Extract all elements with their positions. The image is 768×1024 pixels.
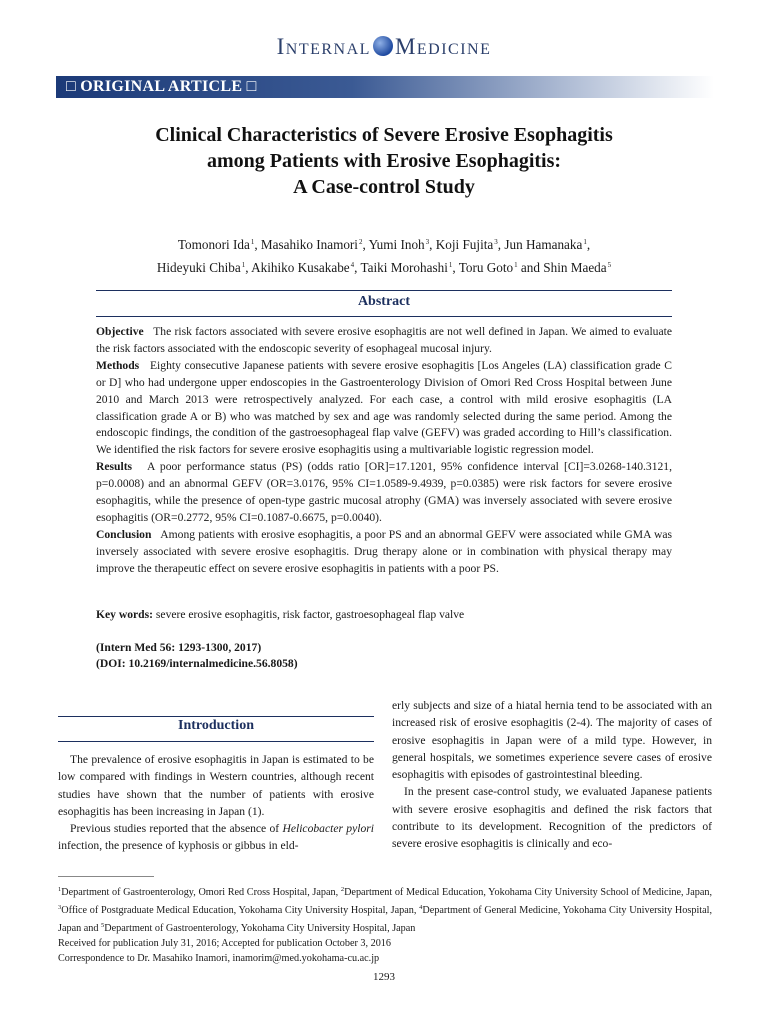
- author-name: Hideyuki Chiba: [156, 260, 241, 275]
- body-paragraph: erly subjects and size of a hiatal hernia tend to be associated with an increased risk of erosive esophagitis (2-4). The majority of cases of erosive esophagitis in Japan were of a mild type. However, in general hospitals, we sometimes experience severe cases of erosive esophagitis with episodes of gastrointestinal bleeding.: [392, 699, 712, 782]
- title-line: Clinical Characteristics of Severe Erosive Esophagitis: [155, 124, 613, 146]
- abstract-text: A poor performance status (PS) (odds ratio [OR]=17.1201, 95% confidence interval [CI]=3.0268-140.3121, p=0.0008) and an abnormal GEFV (OR=3.0176, 95% CI=1.0589-9.4939, p=0.0385) were risk factors for severe erosive esophagitis, while the presence of open-type gastric mucosal atrophy (GMA) was inversely associated with severe erosive esophagitis (OR=0.2772, 95% CI=0.1087-0.6675, p=0.0040).: [96, 460, 672, 524]
- abstract-label: Objective: [96, 325, 144, 338]
- right-column-body: [392, 697, 712, 853]
- body-paragraph: The prevalence of erosive esophagitis in Japan is estimated to be low compared with findings in Western countries, although recent studies have shown that the number of patients with erosive esophagitis has been increasing in Japan (1).: [58, 753, 374, 818]
- abstract-label: Methods: [96, 358, 140, 372]
- correspondence[interactable]: Correspondence to Dr. Masahiko Inamori, inamorim@med.yokohama-cu.ac.jp: [58, 953, 380, 964]
- abstract-label: Results: [96, 460, 133, 474]
- title-line: A Case-control Study: [293, 176, 475, 198]
- author-name: Toru Goto: [458, 260, 514, 275]
- keywords-label: Key words:: [96, 608, 153, 621]
- article-type-banner: [56, 76, 714, 98]
- keywords: [96, 608, 672, 621]
- author-affiliation: 1: [250, 238, 255, 246]
- author-name: Taiki Morohashi: [360, 260, 448, 275]
- citation-block: [96, 640, 298, 672]
- article-title: [60, 122, 708, 200]
- body-paragraph: In the present case-control study, we evaluated Japanese patients with severe erosive esophagitis and defined the risk factors that contribute to its development. Recognition of the predictors of severe erosive esophagitis is clinically and eco-: [392, 785, 712, 851]
- journal-name-right: Medicine: [394, 34, 492, 59]
- abstract-results: [96, 459, 672, 527]
- author-name: Akihiko Kusakabe: [251, 260, 350, 275]
- body-text: infection, the presence of kyphosis or gibbus in eld-: [58, 839, 299, 853]
- body-italic-text: Helicobacter pylori: [282, 822, 374, 836]
- author-line: Tomonori Ida$^1$, Masahiko Inamori$^2$, Yumi Inoh$^3$, Koji Fujita$^3$, Jun Hamanaka$^1$,: [177, 237, 591, 252]
- title-line: among Patients with Erosive Esophagitis:: [206, 150, 562, 172]
- abstract-conclusion: [96, 527, 672, 578]
- author-name: Tomonori Ida: [177, 237, 250, 252]
- author-name: Yumi Inoh: [368, 237, 425, 252]
- author-affiliation: 5: [607, 261, 612, 269]
- author-name: Jun Hamanaka: [504, 237, 583, 252]
- author-affiliation: 1: [241, 261, 246, 269]
- introduction-heading-rule: [58, 741, 374, 742]
- abstract-label: Conclusion: [96, 527, 152, 541]
- author-list: [70, 232, 698, 278]
- body-text: Previous studies reported that the absence of: [70, 822, 283, 836]
- footnote-rule: [58, 876, 154, 877]
- journal-name-left: Internal: [276, 34, 371, 59]
- received-dates: Received for publication July 31, 2016; Accepted for publication October 3, 2016: [58, 938, 391, 949]
- article-type-label: □ ORIGINAL ARTICLE □: [66, 78, 257, 95]
- introduction-heading: Introduction: [178, 718, 254, 733]
- author-affiliation: 1: [448, 261, 453, 269]
- left-column-body: [58, 751, 374, 855]
- affiliations: $^1$Department of Gastroenterology, Omori Red Cross Hospital, Japan, $^2$Department of Medical Education, Yokohama City University School of Medicine, Japan, $^3$Office of Postgraduate Medical Education, Yokohama City University Hospital, Japan, $^4$Department of General Medicine, Yokohama City University Hospital, Japan and $^5$Department of Gastroenterology, Yokohama City University Hospital, Japan: [58, 886, 712, 934]
- author-name: Masahiko Inamori: [260, 237, 358, 252]
- globe-logo-icon: [373, 36, 393, 56]
- abstract-objective: [96, 324, 672, 358]
- author-affiliation: 1: [514, 261, 518, 269]
- author-affiliation: 3: [494, 238, 498, 246]
- abstract-text: The risk factors associated with severe erosive esophagitis are not well defined in Japan. We aimed to evaluate the risk factors associated with the endoscopic severity of esophageal mucosal injury.: [96, 325, 672, 355]
- abstract-heading: Abstract: [357, 294, 411, 309]
- body-paragraph: [58, 820, 374, 855]
- affiliation-text: Department of Medical Education, Yokohama City University School of Medicine, Japan,: [344, 887, 712, 898]
- abstract-text: Among patients with erosive esophagitis, a poor PS and an abnormal GEFV were associated while GMA was inversely associated with severe erosive esophagitis. Drug therapy alone or in combination with physical therapy may improve the therapeutic effect on severe erosive esophagitis in patients with a poor PS.: [96, 527, 672, 575]
- citation-reference: (Intern Med 56: 1293-1300, 2017): [96, 641, 262, 654]
- author-name: Shin Maeda: [543, 260, 607, 275]
- author-line: Hideyuki Chiba$^1$, Akihiko Kusakabe$^4$, Taiki Morohashi$^1$, Toru Goto$^1$ and Shin Maeda$^5$: [156, 260, 612, 275]
- affiliation-text: Department of Gastroenterology, Omori Red Cross Hospital, Japan,: [61, 887, 339, 898]
- abstract-methods: [96, 358, 672, 459]
- author-name: Koji Fujita: [435, 237, 494, 252]
- author-affiliation: 4: [350, 261, 355, 269]
- affiliation-text: Department of General Medicine, Yokohama City University Hospital, Japan and: [58, 905, 712, 934]
- affiliation-text: Office of Postgraduate Medical Education, Yokohama City University Hospital, Japan,: [61, 905, 417, 916]
- abstract-text: Eighty consecutive Japanese patients with severe erosive esophagitis [Los Angeles (LA) classification grade C or D] who had undergone upper endoscopies in the Gastroenterology Division of Omori Red Cross Hospital between June 2010 and March 2013 were retrospectively analyzed. For each case, a control with mild erosive esophagitis (LA classification grade A or B) who was matched by sex and age was randomly selected during the same period. Among the endoscopic findings, the condition of the gastroesophageal flap valve (GEFV) was graded according to Hill’s classification. We identified the risk factors for severe erosive esophagitis using a multivariable logistic regression model.: [96, 358, 672, 457]
- citation-doi[interactable]: (DOI: 10.2169/internalmedicine.56.8058): [96, 657, 298, 670]
- abstract-body: [96, 324, 672, 578]
- author-affiliation: 2: [358, 238, 363, 246]
- footnotes: [58, 882, 712, 966]
- keywords-text: severe erosive esophagitis, risk factor, gastroesophageal flap valve: [155, 608, 465, 621]
- abstract-top-rule: [96, 290, 672, 291]
- author-affiliation: 1: [583, 238, 587, 246]
- abstract-heading-rule: [96, 316, 672, 317]
- affiliation-text: Department of Gastroenterology, Yokohama City University Hospital, Japan: [104, 923, 416, 934]
- introduction-top-rule: [58, 716, 374, 717]
- journal-masthead: [0, 34, 768, 60]
- author-affiliation: 3: [425, 238, 430, 246]
- page-number: 1293: [373, 971, 395, 983]
